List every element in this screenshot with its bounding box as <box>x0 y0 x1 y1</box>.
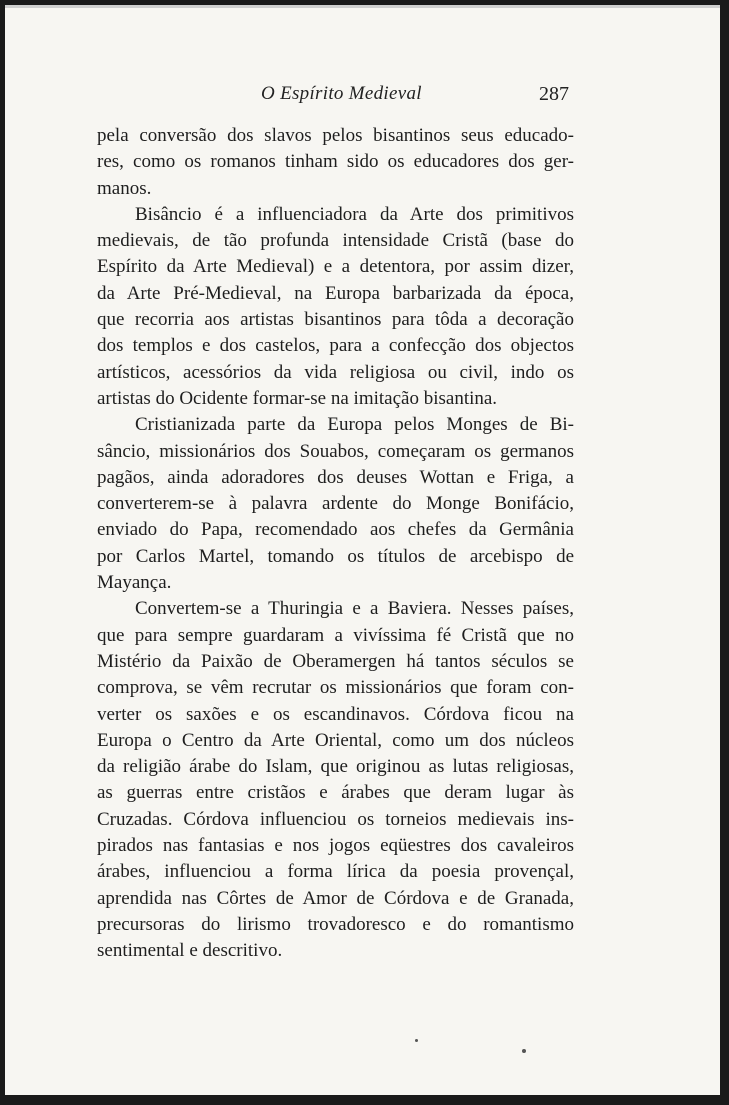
text-line: Bisâncio é a influenciadora da Arte dos primitivos <box>135 203 574 225</box>
paragraph <box>97 123 574 202</box>
text-line: sâncio, missionários dos Souabos, começaram os germanos <box>97 440 574 462</box>
paragraph <box>97 202 574 412</box>
text-line: por Carlos Martel, tomando os títulos de arcebispo de <box>97 545 574 567</box>
text-line: pagãos, ainda adoradores dos deuses Wottan e Friga, a <box>97 466 574 488</box>
ink-speck <box>522 1049 526 1053</box>
text-line: aprendida nas Côrtes de Amor de Córdova e de Granada, <box>97 887 574 909</box>
text-line: precursoras do lirismo trovadoresco e do romantismo <box>97 913 574 935</box>
text-line: enviado do Papa, recomendado aos chefes da Germânia <box>97 519 574 541</box>
page-header <box>5 83 720 109</box>
paragraph <box>97 596 574 964</box>
text-line: Cristianizada parte da Europa pelos Monges de Bi- <box>135 414 574 436</box>
text-line: Convertem-se a Thuringia e a Baviera. Nesses países, <box>135 598 574 620</box>
page-number: 287 <box>539 83 569 105</box>
text-line: as guerras entre cristãos e árabes que deram lugar às <box>97 782 574 804</box>
paragraph <box>97 412 574 596</box>
book-page <box>5 5 720 1095</box>
body-text <box>97 123 574 965</box>
text-line: comprova, se vêm recrutar os missionários que foram con- <box>97 677 574 699</box>
text-line: Europa o Centro da Arte Oriental, como um dos núcleos <box>97 729 574 751</box>
text-line: artistas do Ocidente formar-se na imitação bisantina. <box>97 387 498 409</box>
text-line: Espírito da Arte Medieval) e a detentora, por assim dizer, <box>97 256 574 278</box>
text-line: da religião árabe do Islam, que originou as lutas religiosas, <box>97 756 574 778</box>
running-title: O Espírito Medieval <box>261 83 422 104</box>
text-line: Mayança. <box>97 572 172 594</box>
text-line: pela conversão dos slavos pelos bisantinos seus educado- <box>97 125 574 146</box>
text-line: manos. <box>97 177 152 199</box>
text-line: verter os saxões e os escandinavos. Córdova ficou na <box>97 703 574 725</box>
text-line: da Arte Pré-Medieval, na Europa barbarizada da época, <box>97 282 574 304</box>
text-line: Cruzadas. Córdova influenciou os torneios medievais ins- <box>97 808 574 830</box>
text-line: dos templos e dos castelos, para a confecção dos objectos <box>97 335 574 357</box>
text-line: pirados nas fantasias e nos jogos eqüestres dos cavaleiros <box>97 835 574 857</box>
text-line: converterem-se à palavra ardente do Monge Bonifácio, <box>97 493 574 515</box>
text-line: árabes, influenciou a forma lírica da poesia provençal, <box>97 861 574 883</box>
text-line: sentimental e descritivo. <box>97 940 283 962</box>
ink-speck <box>415 1039 418 1042</box>
text-line: que para sempre guardaram a vivíssima fé Cristã que no <box>97 624 574 646</box>
text-line: medievais, de tão profunda intensidade Cristã (base do <box>97 230 574 252</box>
text-line: Mistério da Paixão de Oberamergen há tantos séculos se <box>97 650 574 672</box>
text-line: res, como os romanos tinham sido os educadores dos ger- <box>97 151 574 173</box>
text-line: artísticos, acessórios da vida religiosa ou civil, indo os <box>97 361 574 383</box>
text-line: que recorria aos artistas bisantinos para tôda a decoração <box>97 309 574 331</box>
